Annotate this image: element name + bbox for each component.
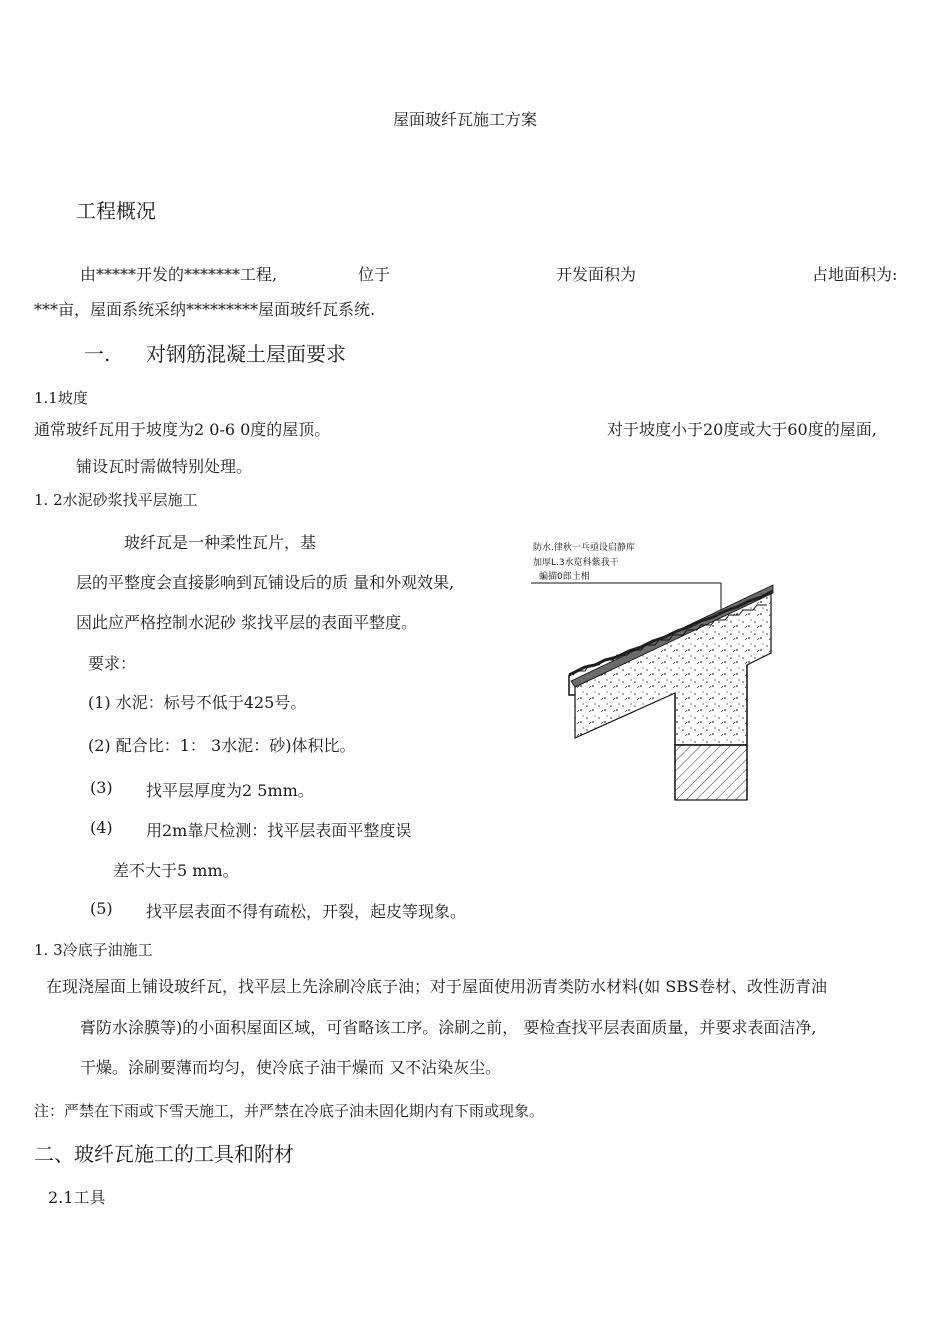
slope-paragraph-a: 通常玻纤瓦用于坡度为2 0-6 0度的屋顶。 bbox=[34, 420, 331, 439]
requirement-item-4-cont: 差不大于5 mm。 bbox=[113, 861, 239, 880]
section1-heading-number: 一. bbox=[84, 342, 111, 366]
overview-heading: 工程概况 bbox=[76, 199, 156, 223]
roof-section-diagram bbox=[525, 535, 785, 810]
requirements-label: 要求： bbox=[88, 654, 137, 673]
requirement-item-3-number: (3) bbox=[90, 778, 113, 797]
requirement-item-1: (1) 水泥：标号不低于425号。 bbox=[88, 693, 307, 712]
leveling-paragraph-2: 层的平整度会直接影响到瓦铺设后的质 量和外观效果, bbox=[76, 573, 455, 592]
overview-line1-land-area: 占地面积为: bbox=[812, 265, 898, 284]
section2-heading: 二、玻纤瓦施工的工具和附材 bbox=[34, 1142, 294, 1166]
subsection-1-2-title: 1. 2水泥砂浆找平层施工 bbox=[34, 491, 198, 509]
requirement-item-5-number: (5) bbox=[90, 899, 113, 918]
document-title: 屋面玻纤瓦施工方案 bbox=[393, 110, 538, 129]
requirement-item-5: 找平层表面不得有疏松，开裂，起皮等现象。 bbox=[146, 902, 467, 921]
requirement-item-4-number: (4) bbox=[90, 818, 113, 837]
subsection-1-1-title: 1.1坡度 bbox=[34, 389, 88, 407]
requirement-item-4: 用2m靠尺检测：找平层表面平整度误 bbox=[146, 821, 412, 840]
diagram-label-1: 防水.律秋一乓亟设启静库 bbox=[533, 543, 635, 553]
subsection-2-1-title: 2.1工具 bbox=[48, 1188, 106, 1207]
leveling-paragraph-1: 玻纤瓦是一种柔性瓦片，基 bbox=[124, 533, 317, 552]
primer-paragraph-3: 干燥。涂刷要薄而均匀，使冷底子油干燥而 又不沾染灰尘。 bbox=[80, 1058, 502, 1077]
brick-wall bbox=[675, 745, 747, 800]
slope-paragraph-b: 对于坡度小于20度或大于60度的屋面, bbox=[607, 420, 877, 439]
slope-paragraph-cont: 铺设瓦时需做特别处理。 bbox=[76, 457, 253, 476]
overview-line1-developer: 由*****开发的*******工程, bbox=[80, 265, 278, 284]
leveling-paragraph-3: 因此应严格控制水泥砂 浆找平层的表面平整度。 bbox=[76, 613, 418, 632]
overview-line1-dev-area: 开发面积为 bbox=[556, 265, 637, 284]
diagram-label-3: 蝙描0郎土相 bbox=[539, 572, 590, 582]
primer-paragraph-2: 膏防水涂膜等)的小面积屋面区域，可省略该工序。涂刷之前， 要检查找平层表面质量，并要求表面洁净, bbox=[80, 1018, 817, 1037]
subsection-1-3-title: 1. 3冷底子油施工 bbox=[34, 941, 153, 959]
construction-note: 注：严禁在下雨或下雪天施工，并严禁在冷底子油未固化期内有下雨或现象。 bbox=[34, 1102, 545, 1120]
overview-line1-location: 位于 bbox=[358, 265, 391, 284]
requirement-item-2: (2) 配合比：1： 3水泥：砂)体积比。 bbox=[88, 736, 356, 755]
section1-heading: 对钢筋混凝土屋面要求 bbox=[146, 342, 346, 366]
primer-paragraph-1: 在现浇屋面上铺设玻纤瓦，找平层上先涂刷冷底子油；对于屋面使用沥青类防水材料(如 SBS卷材、改性沥青油 bbox=[46, 977, 828, 996]
overview-line2: ***亩，屋面系统采纳*********屋面玻纤瓦系统. bbox=[34, 300, 376, 319]
diagram-label-2: 加厚L.3水览科紫我干 bbox=[533, 558, 619, 568]
requirement-item-3: 找平层厚度为2 5mm。 bbox=[146, 781, 314, 800]
